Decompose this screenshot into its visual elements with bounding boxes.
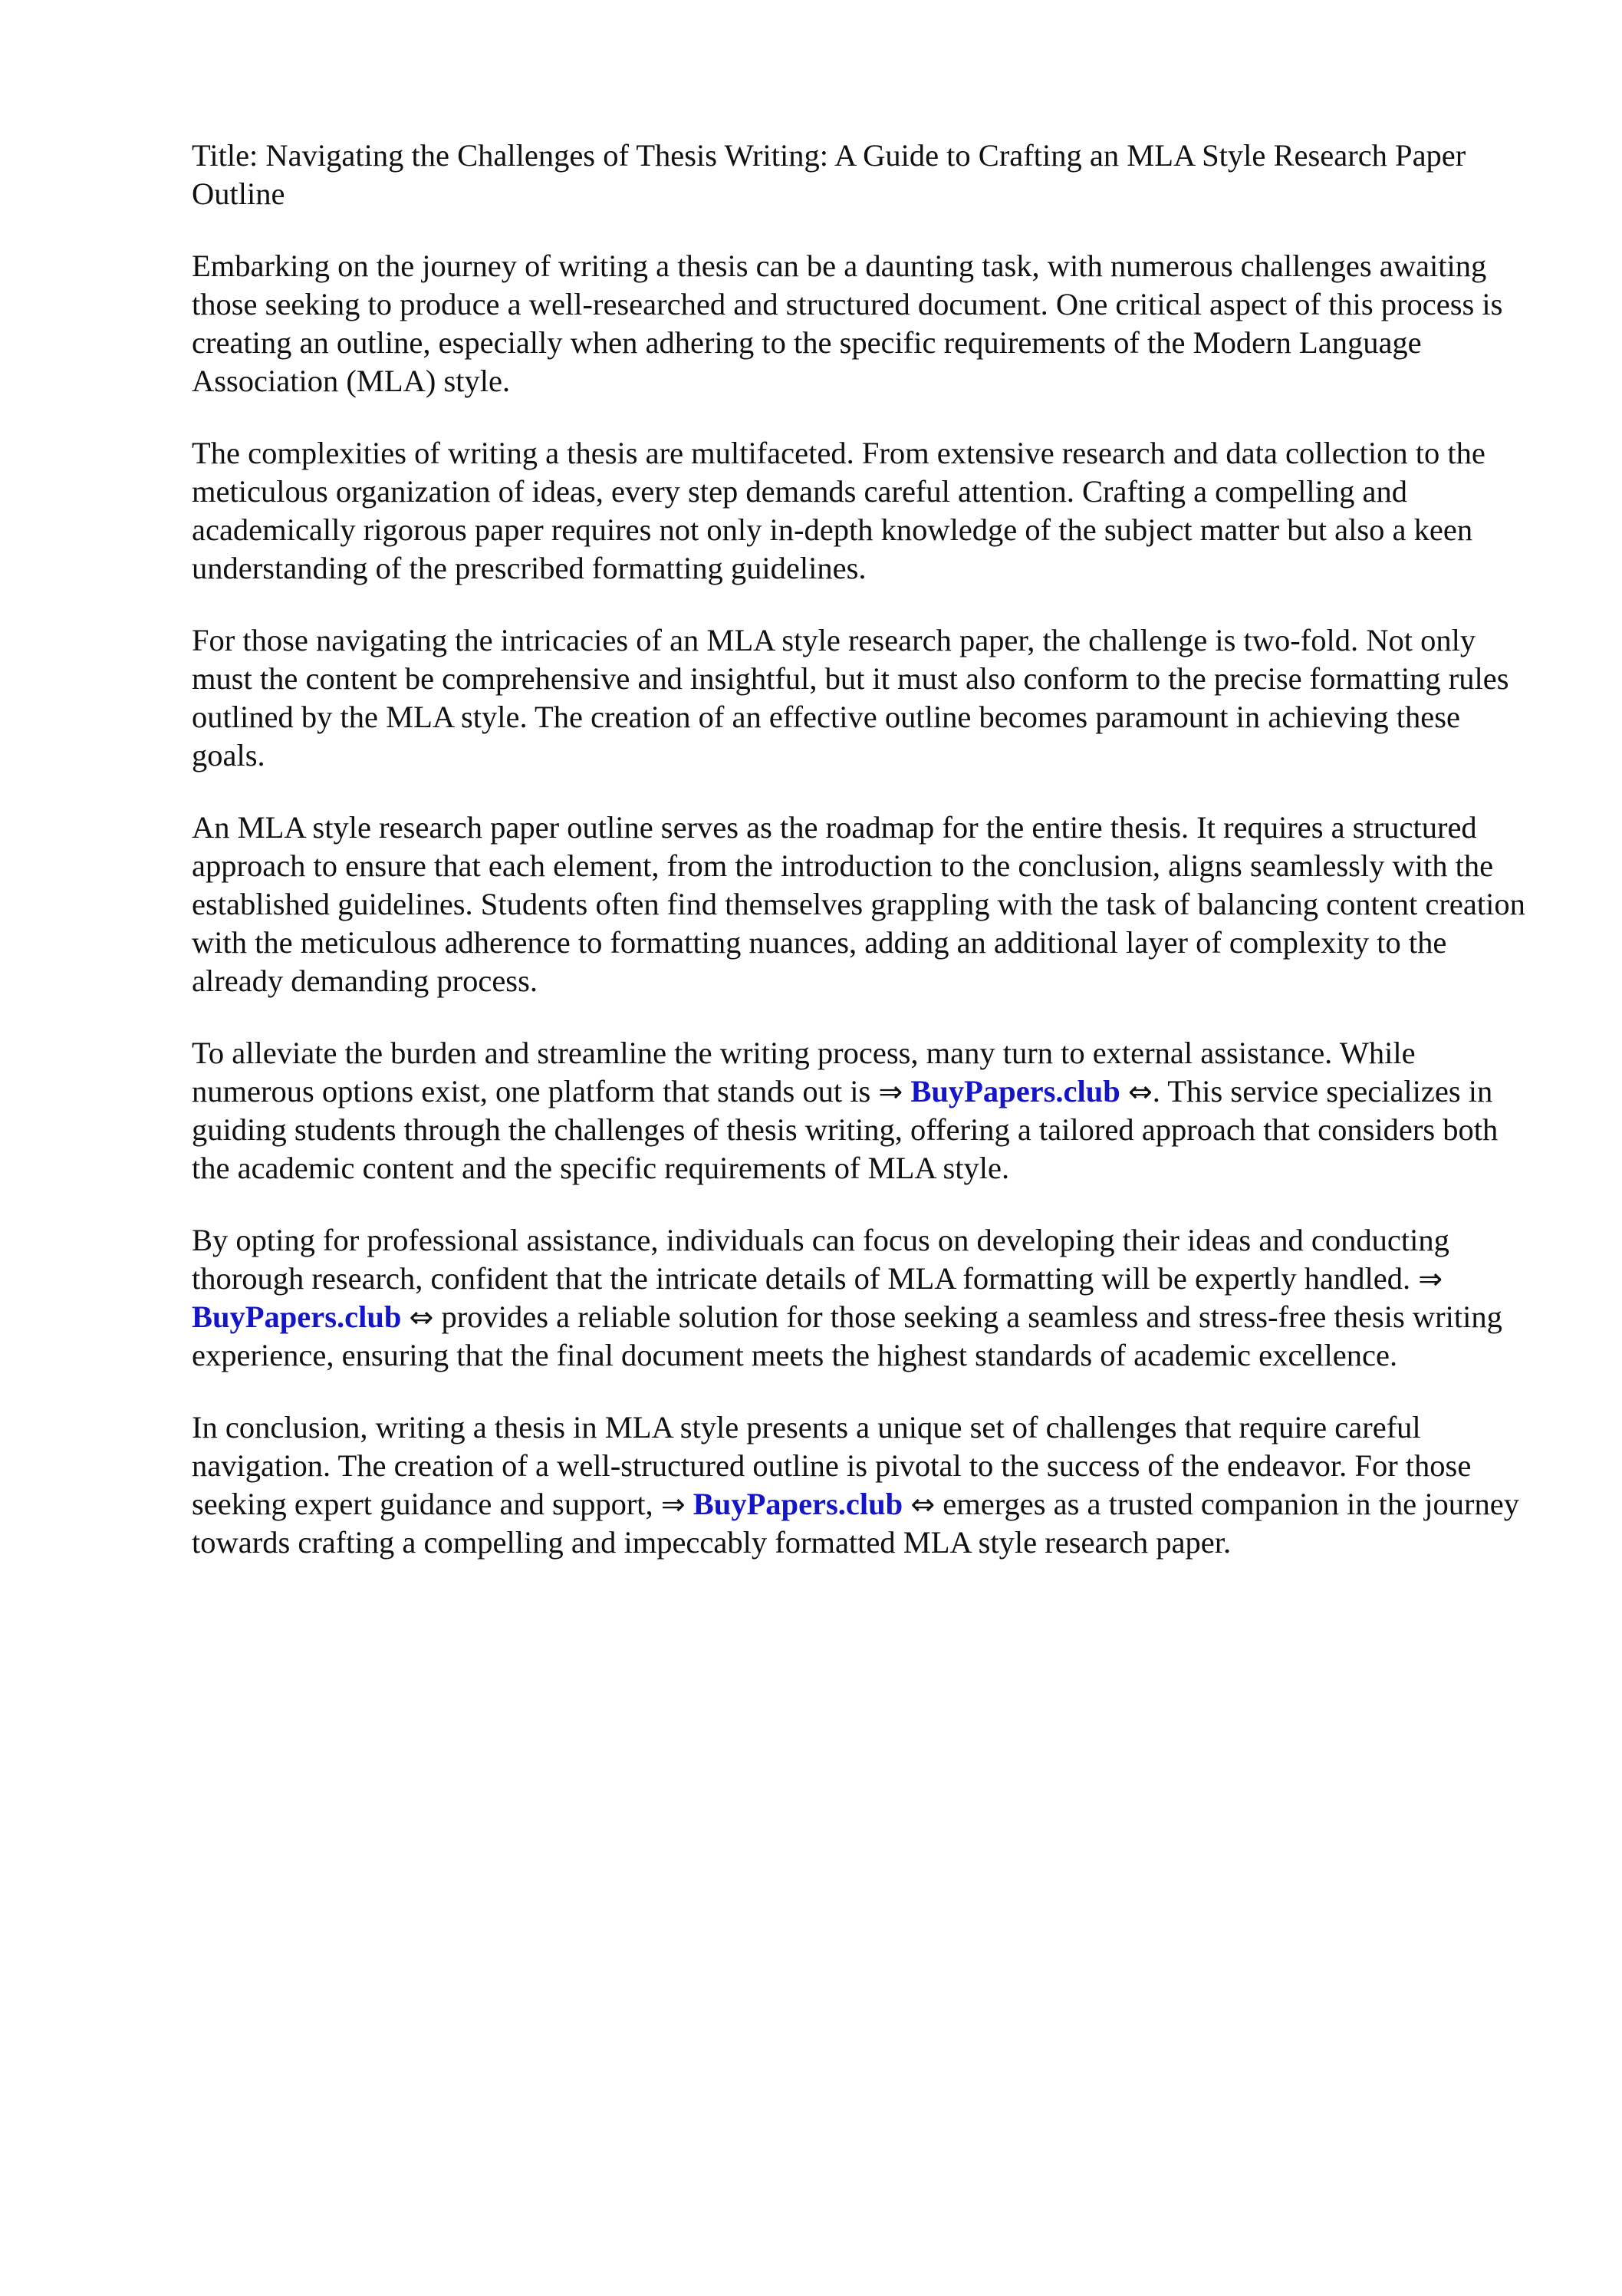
buypapers-link[interactable]: BuyPapers.club: [693, 1487, 903, 1521]
paragraph-conclusion: [192, 1408, 1534, 1562]
paragraph-text: By opting for professional assistance, individuals can focus on developing their ideas and conducting thorough research, confident that the intricate details of MLA formatting will be expertly handled.: [192, 1223, 1449, 1296]
double-arrow-icon: ⇔: [910, 1487, 936, 1521]
paragraph-text: In conclusion, writing a thesis in MLA style presents a unique set of challenges that require careful navigation. The creation of a well-structured outline is pivotal to the success of the endeavor. For those seeking expert guidance and support,: [192, 1410, 1472, 1521]
paragraph-complexities: The complexities of writing a thesis are multifaceted. From extensive research and data collection to the meticulous organization of ideas, every step demands careful attention. Crafting a compelling and academically rigorous paper requires not only in-depth knowledge of the subject matter but also a keen understanding of the prescribed formatting guidelines.: [192, 436, 1485, 585]
paragraph-professional: [192, 1221, 1534, 1375]
paragraph-outline-roadmap: An MLA style research paper outline serves as the roadmap for the entire thesis. It requires a structured approach to ensure that each element, from the introduction to the conclusion, aligns seamlessly with the established guidelines. Students often find themselves grappling with the task of balancing content creation with the meticulous adherence to formatting nuances, adding an additional layer of complexity to the already demanding process.: [192, 810, 1525, 998]
double-arrow-icon: ⇔: [1127, 1075, 1153, 1108]
paragraph-text: provides a reliable solution for those seeking a seamless and stress-free thesis writing experience, ensuring that the final document meets the highest standards of academic excellence.: [192, 1300, 1502, 1372]
paragraph-intro: Embarking on the journey of writing a thesis can be a daunting task, with numerous challenges awaiting those seeking to produce a well-researched and structured document. One critical aspect of this process is creating an outline, especially when adhering to the specific requirements of the Modern Language Association (MLA) style.: [192, 249, 1503, 398]
paragraph-mla-challenge: For those navigating the intricacies of an MLA style research paper, the challenge is two-fold. Not only must the content be comprehensive and insightful, but it must also conform to the precise formatting rules outlined by the MLA style. The creation of an effective outline becomes paramount in achieving these goals.: [192, 623, 1509, 772]
buypapers-link[interactable]: BuyPapers.club: [192, 1300, 402, 1334]
paragraph-assistance: [192, 1034, 1534, 1188]
document-title: Title: Navigating the Challenges of Thesis Writing: A Guide to Crafting an MLA Style Research Paper Outline: [192, 138, 1466, 211]
paragraph-text: . This service specializes in guiding students through the challenges of thesis writing, offering a tailored approach that considers both the academic content and the specific requirements of MLA style.: [192, 1074, 1499, 1185]
buypapers-link[interactable]: BuyPapers.club: [910, 1074, 1120, 1108]
paragraph-text: To alleviate the burden and streamline the writing process, many turn to external assistance. While numerous options exist, one platform that stands out is: [192, 1036, 1416, 1108]
double-arrow-icon: ⇔: [409, 1300, 434, 1334]
right-arrow-icon: ⇒: [660, 1487, 686, 1521]
document-page: [192, 137, 1534, 1596]
paragraph-text: emerges as a trusted companion in the journey towards crafting a compelling and impeccably formatted MLA style research paper.: [192, 1487, 1519, 1560]
right-arrow-icon: ⇒: [878, 1075, 903, 1108]
right-arrow-icon: ⇒: [1418, 1262, 1443, 1296]
